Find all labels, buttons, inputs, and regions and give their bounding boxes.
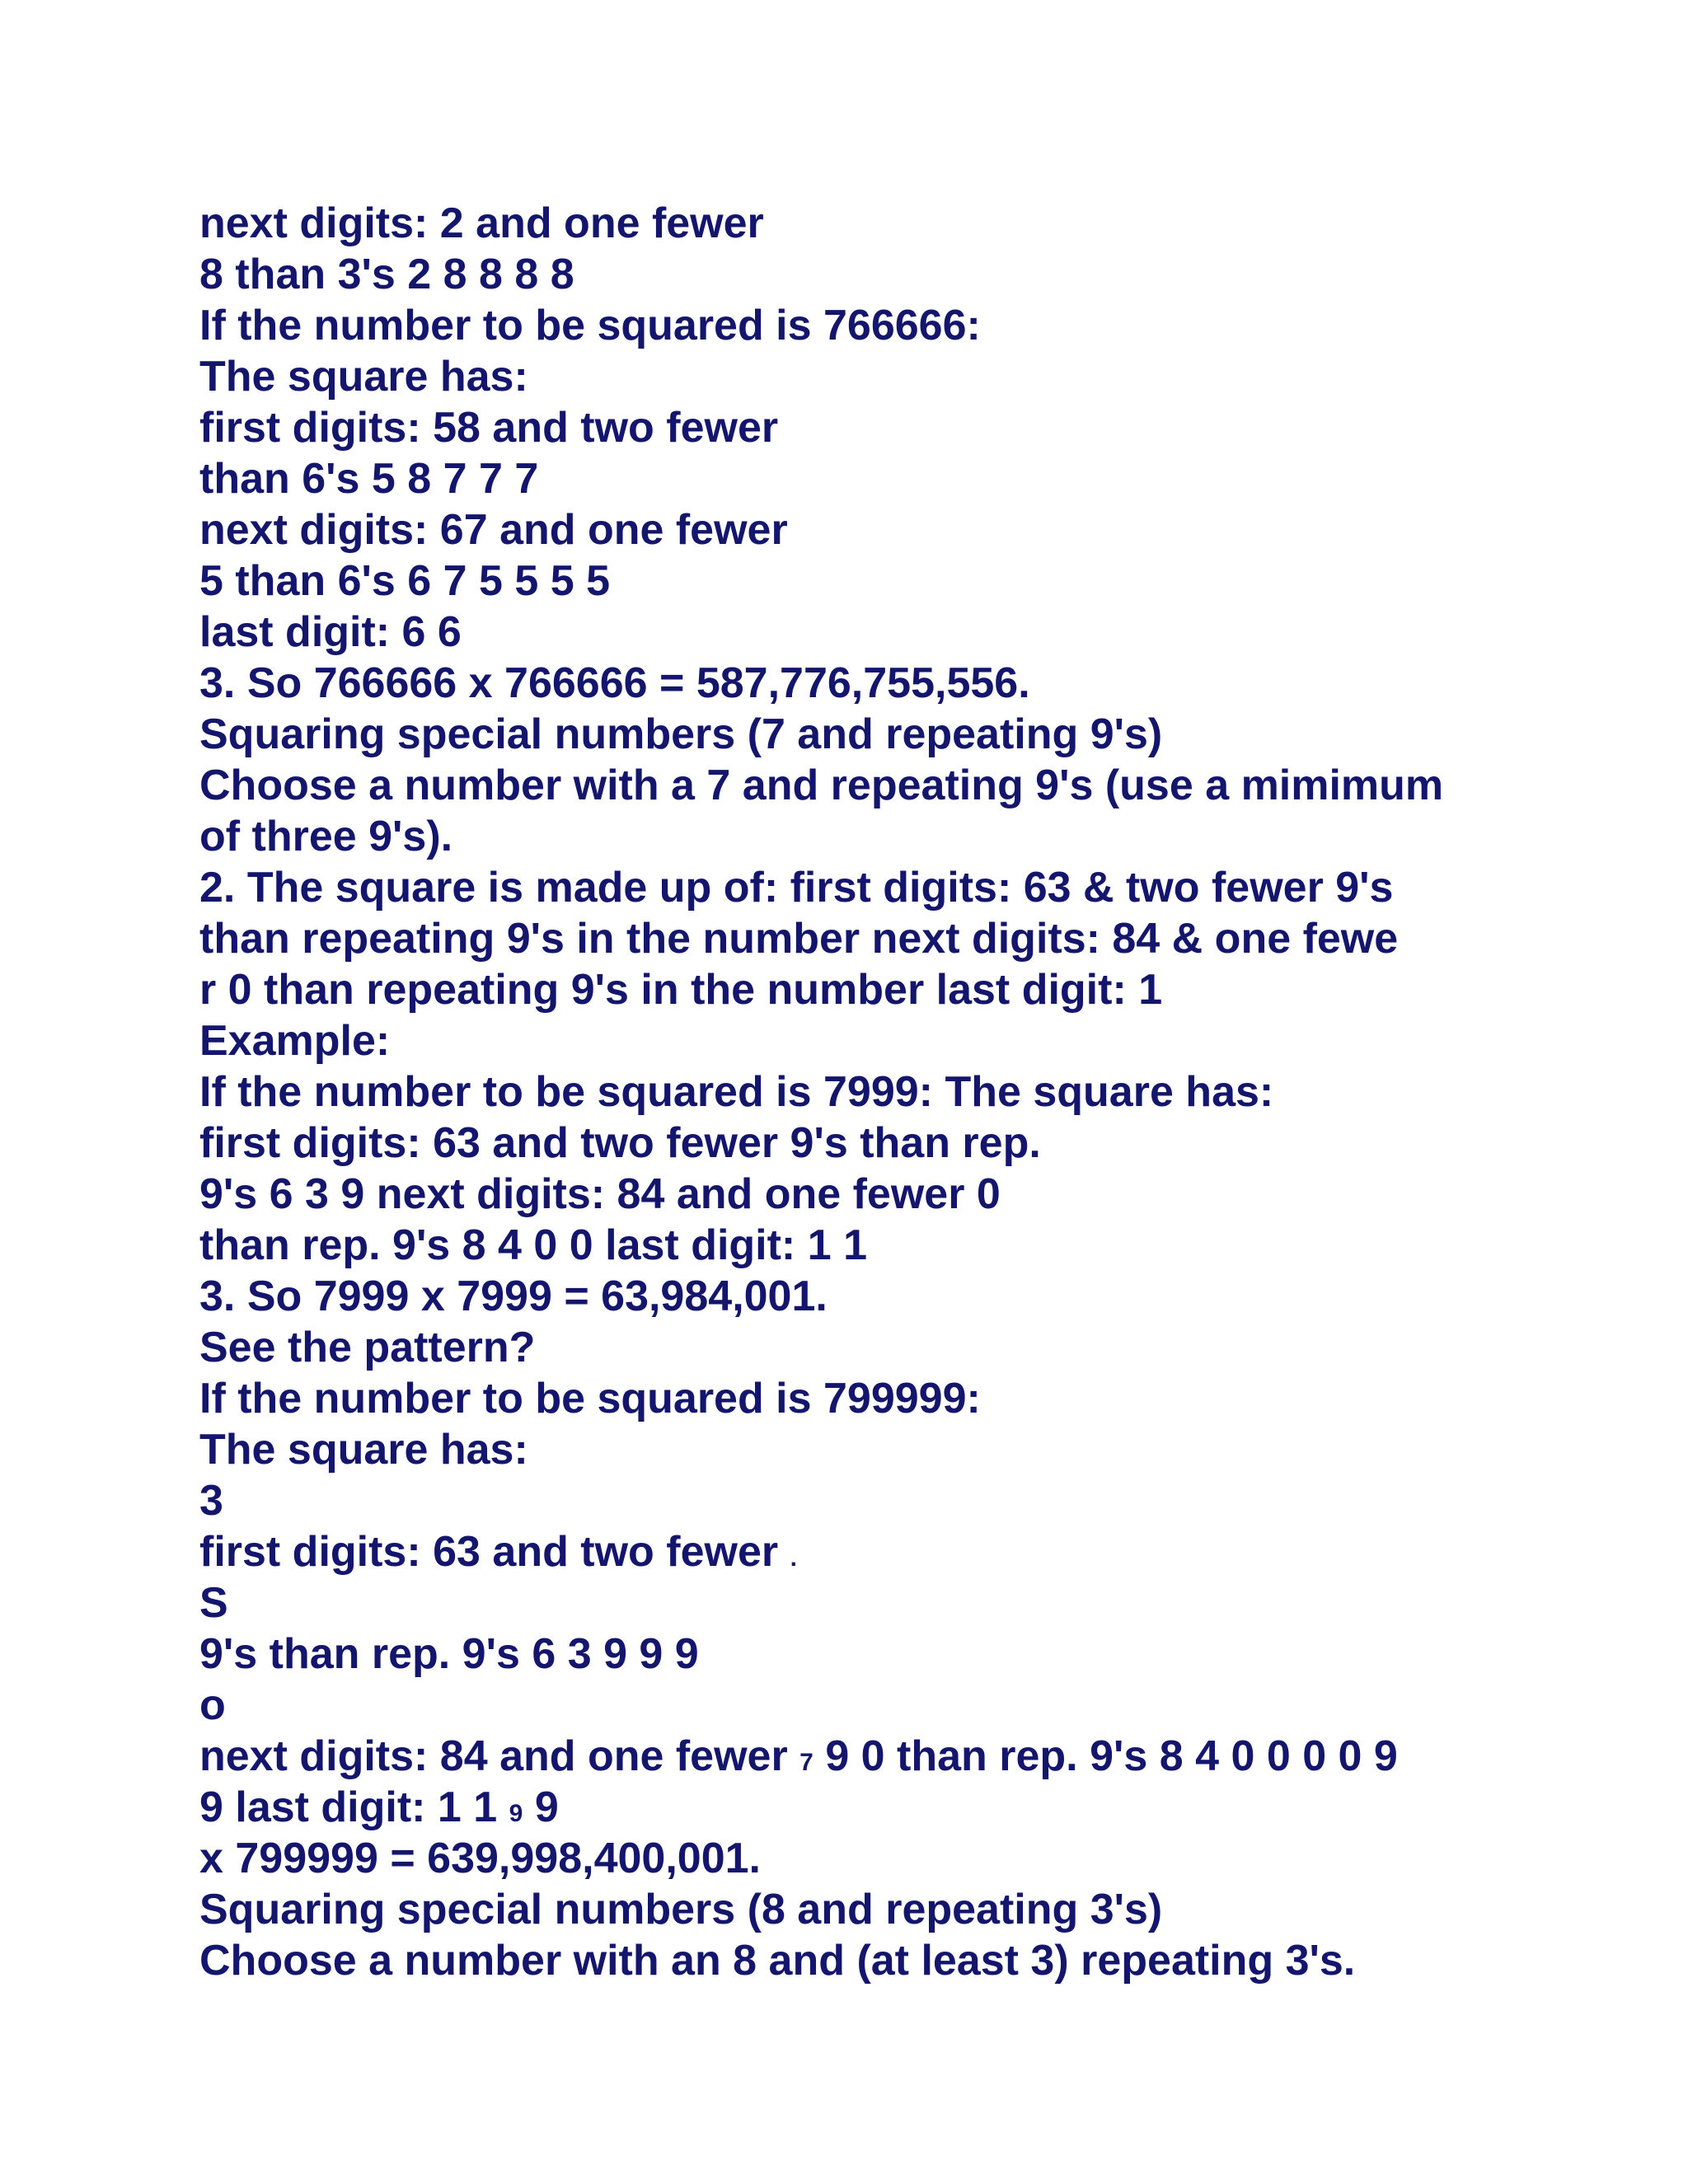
text-line: 5 than 6's 6 7 5 5 5 5 (199, 557, 610, 605)
text-line (199, 1782, 1601, 1833)
text-line: first digits: 63 and two fewer 9's than rep. (199, 1119, 1041, 1167)
text-fragment: next digits: 84 and one fewer (199, 1732, 788, 1780)
text-fragment: 9 0 than rep. 9's 8 4 0 0 0 0 9 (825, 1732, 1398, 1780)
text-line: first digits: 58 and two fewer (199, 404, 779, 452)
text-fragment: 9 last digit: 1 1 (199, 1783, 498, 1831)
text-line: Example: (199, 1017, 391, 1065)
text-line: 3. So 7999 x 7999 = 63,984,001. (199, 1272, 828, 1320)
text-line: last digit: 6 6 (199, 608, 462, 656)
text-line: Choose a number with a 7 and repeating 9's (use a mimimum (199, 762, 1444, 809)
small-mark: 7 (799, 1749, 814, 1776)
document-body (199, 198, 1601, 1986)
small-mark: . (790, 1544, 797, 1572)
text-line: o (199, 1681, 226, 1729)
text-line: 8 than 3's 2 8 8 8 8 (199, 251, 574, 298)
text-line: The square has: (199, 353, 528, 401)
text-line: r 0 than repeating 9's in the number last digit: 1 (199, 966, 1163, 1014)
text-line: than repeating 9's in the number next digits: 84 & one fewe (199, 915, 1399, 963)
text-fragment: first digits: 63 and two fewer (199, 1528, 779, 1576)
text-line: The square has: (199, 1426, 528, 1474)
text-line: next digits: 2 and one fewer (199, 199, 764, 247)
text-line: x 799999 = 639,998,400,001. (199, 1835, 761, 1882)
text-line: 9's 6 3 9 next digits: 84 and one fewer 0 (199, 1170, 1001, 1218)
text-fragment: 9 (534, 1783, 559, 1831)
text-line (199, 1526, 1601, 1577)
section-heading: Squaring special numbers (8 and repeating 3's) (199, 1886, 1163, 1933)
text-line: 3 (199, 1477, 223, 1525)
text-line: If the number to be squared is 799999: (199, 1375, 981, 1422)
text-line: 9's than rep. 9's 6 3 9 9 9 (199, 1630, 699, 1678)
text-line: See the pattern? (199, 1324, 536, 1371)
text-line (199, 1731, 1601, 1782)
text-line: than 6's 5 8 7 7 7 (199, 455, 539, 503)
text-line: 2. The square is made up of: first digits: 63 & two fewer 9's (199, 864, 1394, 912)
text-line: next digits: 67 and one fewer (199, 506, 788, 554)
text-line: of three 9's). (199, 813, 453, 860)
text-line: Choose a number with an 8 and (at least 3) repeating 3's. (199, 1937, 1356, 1985)
text-line: If the number to be squared is 766666: (199, 302, 981, 349)
text-line: If the number to be squared is 7999: The square has: (199, 1068, 1274, 1116)
small-mark: 9 (509, 1800, 523, 1827)
text-line: than rep. 9's 8 4 0 0 last digit: 1 1 (199, 1221, 867, 1269)
text-line: S (199, 1579, 228, 1627)
text-line: 3. So 766666 x 766666 = 587,776,755,556. (199, 659, 1030, 707)
section-heading: Squaring special numbers (7 and repeating 9's) (199, 710, 1163, 758)
